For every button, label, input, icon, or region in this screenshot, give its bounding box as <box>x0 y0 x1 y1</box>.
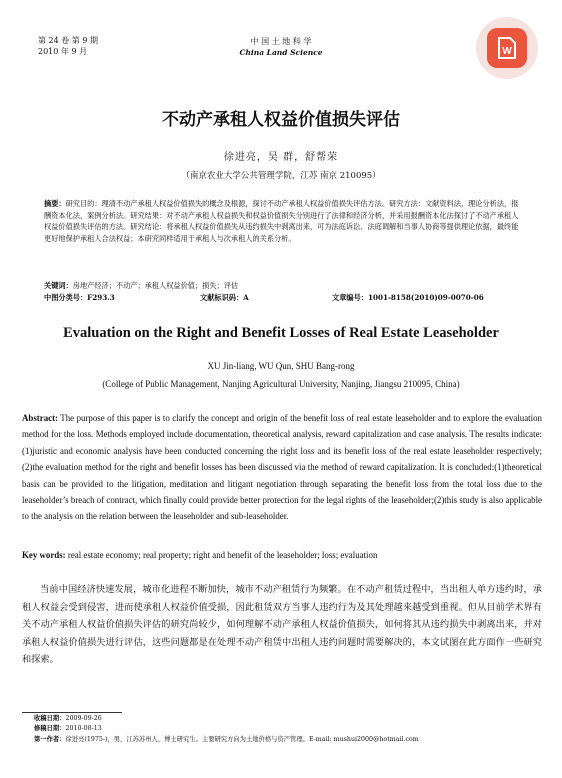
body-paragraph <box>22 581 542 669</box>
affiliation-cn: （南京农业大学公共管理学院，江苏 南京 210095） <box>181 171 381 181</box>
keywords-en-label: Key words: <box>22 550 66 560</box>
abstract-cn-text: 研究目的：理清不动产承租人权益价值损失的概念及根源，探讨不动产承租人权益价值损失评估方法。研究方法：文献资料法，理论分析法，报酬资本化法，案例分析法。研究结果：对不动产承租人权益损失和权益价值损失分别进行了法律和经济分析，并采用报酬资本化法探讨了不动产承租人权益价值损失评估的方法。研究结论：将承租人权益价值损失从违约损失中剥离出来，可为法庭诉讼、法庭调解和当事人协商等提供理论依据，最终能更好地保护承租人合法权益；本研究同样适用于承租人与次承租人的关系分析。 <box>44 199 519 243</box>
keywords-en-text: real estate economy; real property; right and benefit of the leaseholder; loss; evaluation <box>65 550 378 560</box>
body-paragraph-text: 当前中国经济快速发展，城市化进程不断加快，城市不动产租赁行为频繁。在不动产租赁过程中，当出租人单方违约时，承租人权益会受到侵害，进而使承租人权益价值受损，因此租赁双方当事人违约行为及其处理越来越受到重视。但从目前学术界有关不动产承租人权益价值损失评估的研究尚较少，如何理解不动产承租人权益价值损失，如何将其从违约损失中剥离出来，并对承租人权益价值损失进行评估，这些问题都是在处理不动产租赁中出租人违约问题时需要解决的，本文试图在此方面作一些研究和探索。 <box>22 584 542 666</box>
keywords-cn-text: 房地产经济；不动产；承租人权益价值；损失；评估 <box>72 281 239 290</box>
keywords-cn <box>44 280 524 292</box>
article-number: 文章编号：1001-8158(2010)09-0070-06 <box>332 293 484 302</box>
footnote-received <box>34 714 544 724</box>
volume-issue: 第 24 卷 第 9 期 <box>38 36 98 45</box>
abstract-en-text: The purpose of this paper is to clarify the concept and origin of the benefit loss of real estate leaseholder and to explore the evaluation method for the loss. Methods employed include documentation, theoretical analysis, reward capitalization and case analysis. The results indicate:(1)juristic and economic analysis have been conducted concerning the right loss and its benefit loss of the real estate leaseholder respectively;(2)the evaluation method for the right and benefit losses has been discussed via the method of reward capitalization. It is concluded:(1)theoretical basis can be provided to the litigation, meditation and litigant negotiation through separating the benefit loss from the total loss due to the leaseholder’s breach of contract, which finally could provide better protection for the legal rights of the leaseholder;(2)this study is also applicable to the analysis on the relation between the leaseholder and sub-leaseholder. <box>22 413 542 522</box>
journal-name-en: China Land Science <box>239 48 323 57</box>
abstract-en-label: Abstract: <box>22 413 58 423</box>
footnote-revised <box>34 724 544 734</box>
revised-label: 修稿日期： <box>34 725 66 733</box>
received-label: 收稿日期： <box>34 715 66 722</box>
affiliation-en: (College of Public Management, Nanjing Agricultural University, Nanjing, Jiangsu 210095, China) <box>102 379 460 389</box>
footnote-divider <box>22 712 122 713</box>
abstract-cn <box>44 198 524 244</box>
journal-name-cn: 中 国 土 地 科 学 <box>250 37 312 46</box>
author-info: 徐进亮(1975-)，男，江苏苏州人，博士研究生。主要研究方向为土地价格与资产管理。E-mail: mushui2000@hotmail.com <box>65 735 419 743</box>
footnote-author <box>34 735 544 745</box>
paper-title-cn: 不动产承租人权益价值损失评估 <box>162 110 400 130</box>
authors-en: XU Jin-liang, WU Qun, SHU Bang-rong <box>207 361 355 371</box>
clc-number: 中图分类号：F293.3 <box>44 293 115 302</box>
document-app-button[interactable] <box>476 17 538 79</box>
received-date: 2009-09-26 <box>65 715 102 722</box>
keywords-cn-label: 关键词： <box>44 281 73 290</box>
document-code: 文献标识码：A <box>200 293 249 302</box>
author-label: 第一作者： <box>34 735 66 743</box>
footnotes <box>34 714 544 745</box>
svg-text:W: W <box>502 46 512 57</box>
issue-date: 2010 年 9 月 <box>38 47 88 56</box>
authors-cn: 徐进亮，吴 群，舒帮荣 <box>223 152 339 163</box>
abstract-en <box>22 410 542 525</box>
keywords-en <box>22 548 542 562</box>
revised-date: 2010-08-13 <box>65 725 102 733</box>
paper-title-en: Evaluation on the Right and Benefit Losses of Real Estate Leaseholder <box>63 325 499 341</box>
abstract-cn-label: 摘要： <box>44 199 66 208</box>
document-app-icon <box>487 28 527 68</box>
